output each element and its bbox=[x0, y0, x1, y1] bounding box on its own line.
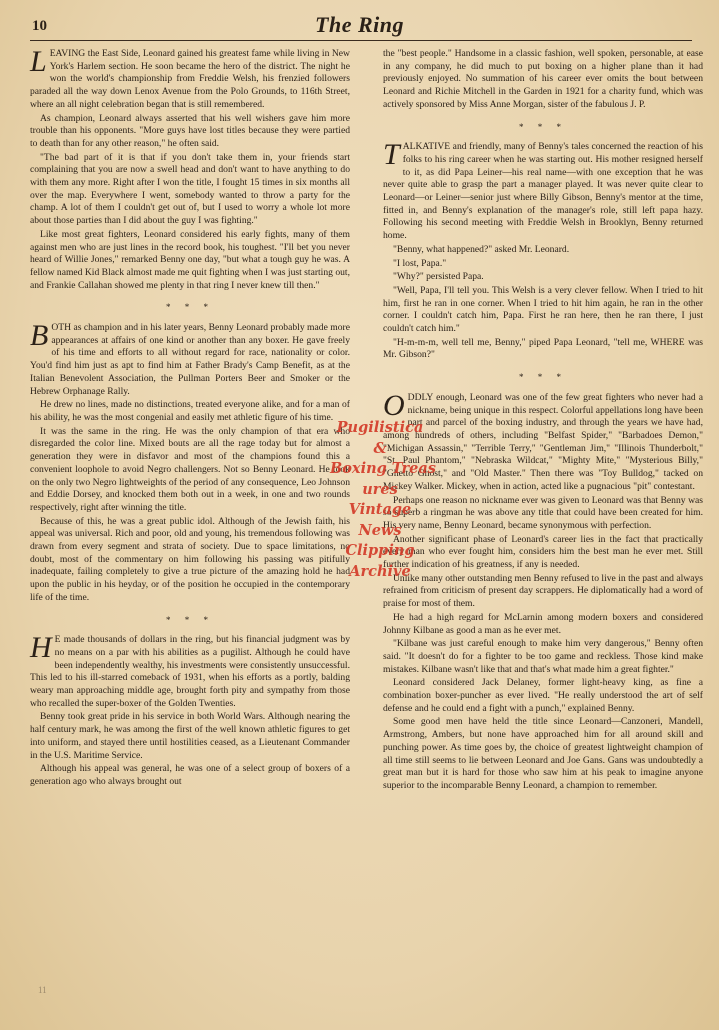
paragraph-text: EAVING the East Side, Leonard gained his greatest fame while living in New York's Harlem section. He soon became the hero of the district. The night he won the world's championship from Freddie Welsh, his frenzied followers paraded all the way down Lenox Avenue from the Polo Grounds, to 116th Street, where an all night celebration began that is still remembered. bbox=[30, 48, 350, 110]
section-separator: * * * bbox=[166, 302, 214, 313]
article-paragraph bbox=[30, 516, 350, 605]
paragraph-text: Some good men have held the title since Leonard—Canzoneri, Mandell, Armstrong, Ambers, but none have approached him for all around skill and punching power. As time goes by, the choice of greatest lightweight champion of all time still seems to lie between Leonard and Joe Gans. Gans was undoubtedly a great man but it is hard for those who saw him at his peak to imagine anyone superior to the incomparable Benny Leonard, a champion to remember. bbox=[383, 716, 703, 791]
article-paragraph bbox=[383, 495, 703, 533]
article-paragraph bbox=[30, 45, 350, 112]
article-paragraph bbox=[30, 763, 350, 788]
watermark-stamp bbox=[330, 418, 436, 582]
paragraph-text: ALKATIVE and friendly, many of Benny's tales concerned the reaction of his folks to his ring career when he was starting out. His mother resigned herself to it, as did Papa Leiner—his real name—with one exception that he was never quite able to grasp the part a manager played. It was never quite clear to Leonard—or Leiner—senior just where Billy Gibson, Benny's mentor at the time, fitted in, and Benny's explanation of the manager's role, still left papa hazy. Following his second meeting with Freddie Welsh in Brooklyn, Benny returned home. bbox=[383, 141, 703, 242]
paragraph-text: Another significant phase of Leonard's career lies in the fact that practically every man who ever fought him, considers him the best man he ever met. Still further indication of his greatness, if any is needed. bbox=[383, 533, 703, 571]
paragraph-text: "I lost, Papa." bbox=[393, 257, 447, 269]
article-paragraph bbox=[383, 244, 703, 257]
article-paragraph bbox=[30, 229, 350, 293]
article-paragraph bbox=[383, 638, 703, 676]
article-paragraph bbox=[383, 337, 703, 362]
article-paragraph bbox=[383, 258, 703, 271]
paragraph-text: Although his appeal was general, he was one of a select group of boxers of a generation ago who always brought out bbox=[30, 763, 350, 787]
paragraph-text: OTH as champion and in his later years, Benny Leonard probably made more appearances at affairs of one kind or another than any boxer. He gave freely of his time and efforts to all without regard for race, nationality or color. You'd find him just as apt to find him at Father Brady's Camp Benefit, as at the Italian Benevolent Association, the Pullman Porters Beer and Smoker or the Hebrew Orphanage Rally. bbox=[30, 322, 350, 397]
paragraph-text: Perhaps one reason no nickname ever was given to Leonard was that Benny was so superb a ringman he was above any title that could have been created for him. His very name, Benny Leonard, became synonymous with perfection. bbox=[383, 494, 703, 531]
watermark-line: Boxing Treas bbox=[330, 460, 436, 477]
article-paragraph bbox=[383, 388, 703, 494]
page-number: 10 bbox=[32, 18, 47, 34]
article-paragraph bbox=[383, 612, 703, 637]
article-paragraph bbox=[30, 631, 350, 710]
paragraph-text: E made thousands of dollars in the ring, but his financial judgment was by no means on a par with his abilities as a pugilist. Although he could have been independently wealthy, his investments were consistently unsuccessful. This led to his ill-starred comeback of 1931, when his efforts as a portly, balding weary man approaching middle age, brought forth pity and sympathy from those who recalled the super-boxer of the Golden Twenties. bbox=[30, 634, 350, 709]
watermark-line: Vintage bbox=[348, 501, 412, 518]
paragraph-text: It was the same in the ring. He was the only champion of that era who disregarded the color line. Mixed bouts are all the rage today but for almost a generation they were in disfavor and most of the champions found this a convenient loophole to avoid Negro challengers. Not so Benny Leonard. He took on the only two Negro lightweights of the period of any consequence, Leo Johnson and Eddie Dorsey, and knocked them both out in a week, in one and two rounds respectively, right after winning the title. bbox=[30, 425, 350, 513]
watermark-line: ures bbox=[362, 480, 398, 498]
drop-cap: B bbox=[30, 319, 49, 353]
drop-cap: O bbox=[383, 388, 405, 422]
article-paragraph bbox=[383, 285, 703, 336]
paragraph-text: the "best people." Handsome in a classic fashion, well spoken, personable, at ease in any company, he did much to put boxing on a higher plane than it had previously enjoyed. No summation of his career ever omits the bout between Leonard and Richie Mitchell in the Garden in 1921 for a charity fund, which was actively sponsored by Miss Anne Morgan, sister of the fabulous J. P. bbox=[383, 48, 703, 110]
paragraph-text: Benny took great pride in his service in both World Wars. Although nearing the half century mark, he was among the first of the well known athletic figures to get into uniform, and stayed there until hostilities ceased, as a Lieutenant Commander in the U.S. Maritime Service. bbox=[30, 711, 350, 761]
watermark-line: & bbox=[373, 439, 387, 457]
header-rule bbox=[30, 40, 692, 41]
paragraph-text: "Kilbane was just careful enough to make him very dangerous," Benny often said. "It doesn't do for a fighter to be too game and reckless. Those kind make mistakes. Kilbane wasn't like that and that's what made him a great fighter." bbox=[383, 638, 703, 675]
article-paragraph bbox=[383, 677, 703, 715]
section-separator: * * * bbox=[519, 372, 567, 383]
watermark-line: News bbox=[358, 521, 402, 539]
page-header bbox=[0, 12, 719, 42]
paragraph-text: "Benny, what happened?" asked Mr. Leonard. bbox=[393, 243, 570, 255]
article-paragraph bbox=[30, 711, 350, 762]
paragraph-text: "Why?" persisted Papa. bbox=[393, 271, 484, 283]
drop-cap: T bbox=[383, 138, 400, 172]
paragraph-text: "The bad part of it is that if you don't take them in, your friends start complaining that you are now a swell head and don't want to have anything to do with them any more. Right after I won the title, I fought 15 times in six months all over the map. Everywhere I went, somebody wanted to throw a party for the champ. A lot of them I couldn't get out of, but I used to worry a whole lot more about those parties than I did about the guy I was fighting." bbox=[30, 151, 350, 227]
paragraph-text: Leonard considered Jack Delaney, former light-heavy king, as fine a combination boxer-puncher as ever lived. "He really understood the art of self defense and he could end a fight with a punch," explained Benny. bbox=[383, 677, 703, 714]
article-paragraph bbox=[383, 48, 703, 112]
left-column bbox=[30, 45, 350, 790]
article-paragraph bbox=[30, 399, 350, 424]
paragraph-text: As champion, Leonard always asserted that his well wishers gave him more trouble than his opponents. "More guys have lost titles because they were partied to death than for any other reason," he often said. bbox=[30, 112, 350, 149]
watermark-line: Clipping bbox=[345, 542, 415, 559]
article-paragraph bbox=[30, 113, 350, 151]
article-paragraph bbox=[383, 573, 703, 611]
paragraph-text: Because of this, he was a great public idol. Although of the Jewish faith, his appeal was universal. Rich and poor, old and young, his tremendous following was drawn from every segment and strata of society. Due to space limitations, no doubt, most of the commentary on him following his passing was pitifully inadequate, failing completely to give a true picture of the amazing hold he had upon the public in his heyday, or of the position he occupied in the contemporary life of the time. bbox=[30, 515, 350, 603]
article-paragraph bbox=[383, 271, 703, 284]
article-paragraph bbox=[30, 319, 350, 398]
drop-cap: H bbox=[30, 631, 52, 665]
drop-cap: L bbox=[30, 45, 47, 78]
paragraph-text: DDLY enough, Leonard was one of the few great fighters who never had a nickname, being unique in this respect. Colorful appellations long have been part and parcel of the boxing industry, and through the years we have had, among hundreds of others, including "Belfast Spider," "Barbadoes Demon," "Michigan Assassin," "Terrible Terry," "Gentleman Jim," "Illinois Thunderbolt," "St. Paul Phantom," "Nebraska Wildcat," "Mighty Mite," "Mysterious Billy," "Ghetto Ghost," and "Old Master." Then there was "Toy Bulldog," tacked on Mickey Walker. Mickey, when in action, acted like a pugnacious "pit" contestant. bbox=[383, 391, 703, 492]
paragraph-text: "H-m-m-m, well tell me, Benny," piped Papa Leonard, "tell me, WHERE was Mr. Gibson?" bbox=[383, 336, 703, 361]
paragraph-text: Unlike many other outstanding men Benny refused to live in the past and always refrained from criticism of present day scrappers. He diplomatically had a word of praise for most of them. bbox=[383, 572, 703, 610]
article-paragraph bbox=[383, 138, 703, 243]
article-paragraph bbox=[383, 534, 703, 572]
footer-mark: 11 bbox=[38, 985, 47, 995]
paragraph-text: He drew no lines, made no distinctions, treated everyone alike, and for a man of his ability, he was the most congenial and easily met athletic figure of his time. bbox=[30, 399, 350, 423]
article-paragraph bbox=[30, 426, 350, 515]
section-separator: * * * bbox=[519, 121, 567, 132]
watermark-line: Archive bbox=[349, 562, 411, 580]
magazine-title: The Ring bbox=[315, 12, 404, 37]
article-paragraph bbox=[383, 716, 703, 792]
section-separator: * * * bbox=[166, 614, 214, 625]
watermark-line: Pugilistica bbox=[336, 419, 424, 436]
article-paragraph bbox=[30, 152, 350, 228]
paragraph-text: Like most great fighters, Leonard considered his early fights, many of them against men who are just lines in the record book, his toughest. "I'll bet you never heard of Willie Jones," remarked Benny one day, "but what a tough guy he was. A fellow named Kid Black almost made me quit fighting when I was just starting out, and Frankie Callahan showed me plenty in that ring I never knew till then." bbox=[30, 228, 350, 291]
paragraph-text: He had a high regard for McLarnin among modern boxers and considered Johnny Kilbane as good a man as he ever met. bbox=[383, 611, 703, 636]
paragraph-text: "Well, Papa, I'll tell you. This Welsh is a very clever fellow. When I tried to hit him, first he ran in one corner. When I tried to hit him again, he ran in the other corner. I couldn't catch him, Papa. First he ran here, then he ran there, I just couldn't catch him." bbox=[383, 284, 703, 335]
right-column bbox=[383, 48, 703, 794]
